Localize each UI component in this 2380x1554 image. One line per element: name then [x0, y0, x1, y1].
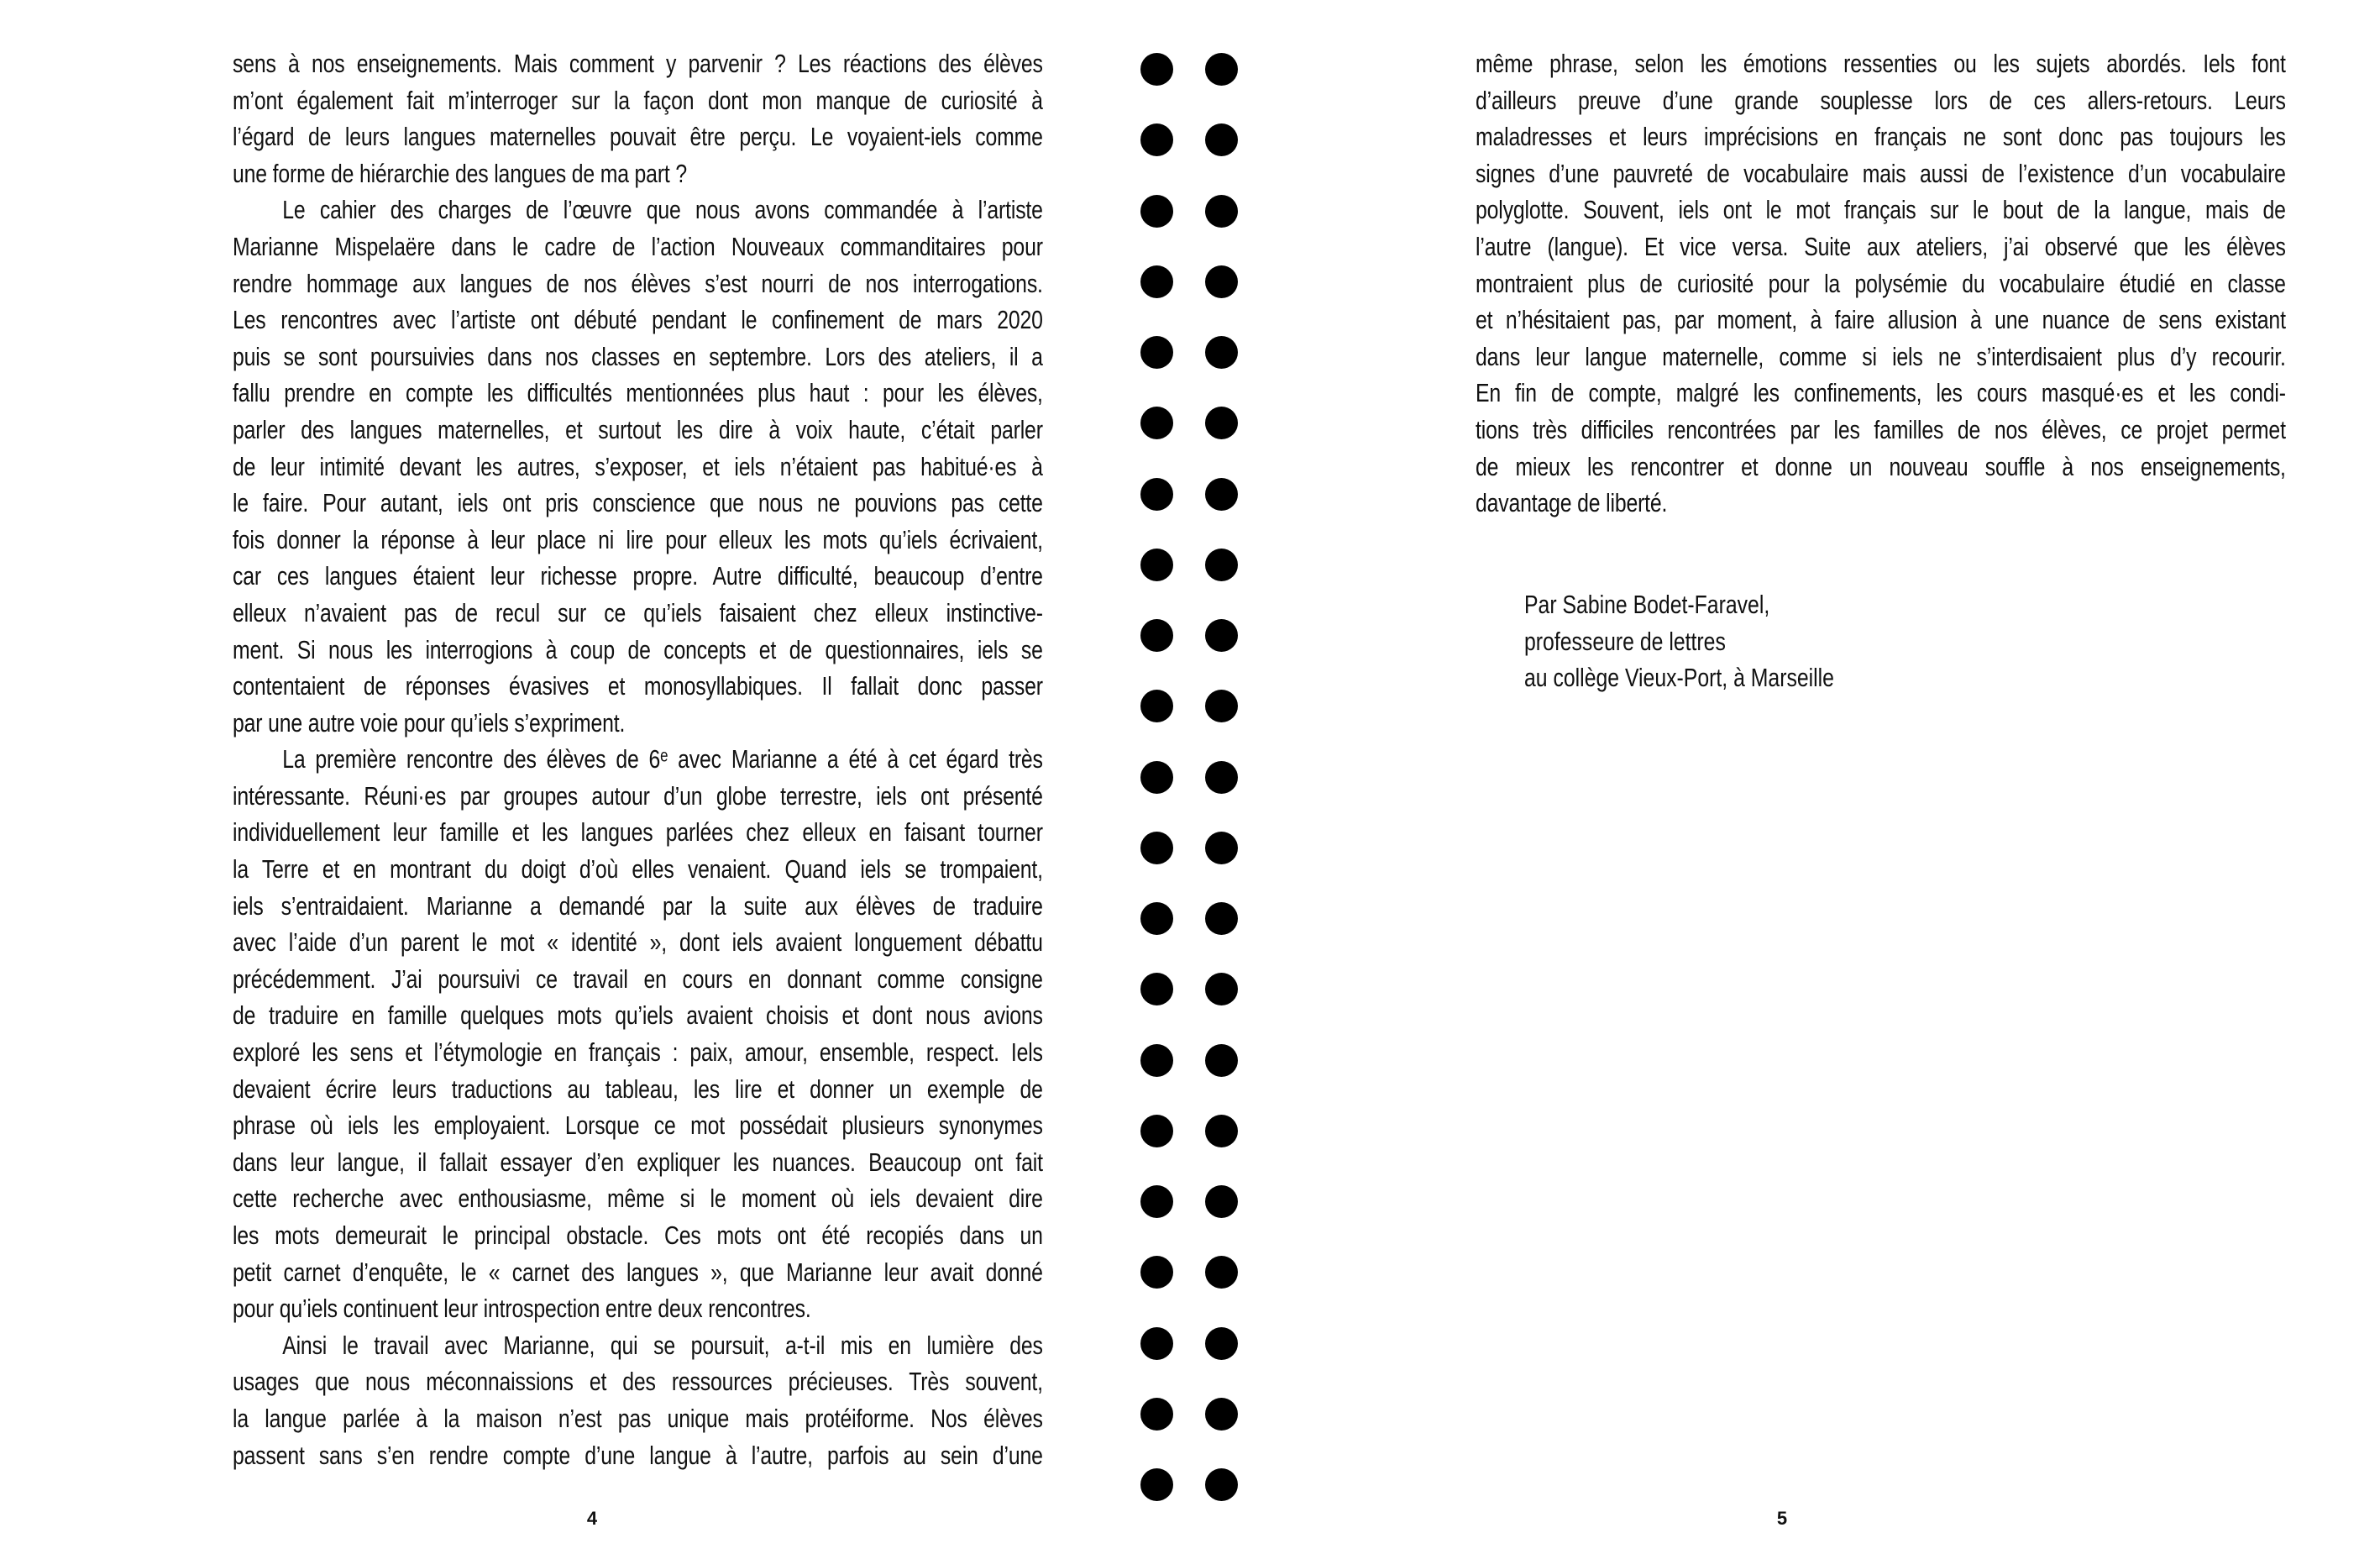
dot-icon [1140, 619, 1173, 652]
dot-row [1140, 761, 1241, 832]
text-line-content: Marianne Mispelaëre dans le cadre de l’action Nouveaux commanditaires pour [233, 231, 1043, 261]
text-line [233, 1217, 1043, 1254]
text-line-content: iels s’entraidaient. Marianne a demandé par la suite aux élèves de traduire [233, 890, 1043, 921]
dot-icon [1140, 53, 1173, 86]
text-line [233, 118, 1043, 155]
dot-row [1140, 265, 1241, 336]
text-line [233, 632, 1043, 669]
text-line-content: puis se sont poursuivies dans nos classes en septembre. Lors des ateliers, il a [233, 341, 1043, 371]
left-page-body [233, 45, 1043, 1473]
text-line-content: montraient plus de curiosité pour la polysémie du vocabulaire étudié en classe [1476, 268, 2286, 298]
text-line [233, 814, 1043, 851]
dot-icon [1205, 1185, 1238, 1218]
dot-row [1140, 1185, 1241, 1256]
text-line-content: précédemment. J’ai poursuivi ce travail en cours en donnant comme consigne [233, 963, 1043, 994]
dot-icon [1205, 902, 1238, 935]
text-line [233, 192, 1043, 228]
text-line-content: l’égard de leurs langues maternelles pouvait être perçu. Le voyaient-iels comme [233, 122, 1043, 152]
dot-icon [1205, 336, 1238, 369]
dot-icon [1140, 407, 1173, 439]
text-line [233, 668, 1043, 705]
dot-row [1140, 902, 1241, 973]
text-line-content: En fin de compte, malgré les confinements, les cours masqué·es et les condi- [1476, 378, 2286, 408]
dot-row [1140, 336, 1241, 407]
dot-row [1140, 973, 1241, 1043]
text-line [233, 1180, 1043, 1217]
dot-icon [1205, 1327, 1238, 1360]
dot-icon [1205, 549, 1238, 581]
text-line [233, 522, 1043, 559]
text-line [233, 851, 1043, 888]
text-line [233, 1254, 1043, 1291]
text-line [233, 412, 1043, 449]
text-line [233, 705, 1043, 742]
text-line-content: Le cahier des charges de l’œuvre que nous avons commandée à l’artiste [282, 195, 1043, 225]
dot-row [1140, 619, 1241, 690]
text-line-content: les mots demeurait le principal obstacle. Ces mots ont été recopiés dans un [233, 1221, 1043, 1250]
text-line-content: elleux n’avaient pas de recul sur ce qu’iels faisaient chez elleux instinctive- [233, 597, 1043, 627]
dot-row [1140, 123, 1241, 194]
text-line-content: avec l’aide d’un parent le mot « identité », dont iels avaient longuement débattu [233, 927, 1043, 958]
dot-icon [1140, 761, 1173, 794]
text-line-content: fallu prendre en compte les difficultés mentionnées plus haut : pour les élèves, [233, 378, 1043, 408]
text-line-content: de mieux les rencontrer et donne un nouveau souffle à nos enseignements, [1476, 451, 2286, 481]
dot-icon [1140, 1256, 1173, 1289]
dot-icon [1140, 690, 1173, 722]
text-line [233, 1144, 1043, 1181]
text-line-content: une forme de hiérarchie des langues de ma part ? [233, 158, 688, 188]
signature-block [1524, 586, 1911, 696]
text-line [233, 888, 1043, 925]
dot-row [1140, 1468, 1241, 1539]
text-line [1476, 412, 2286, 449]
page-number-left: 4 [586, 1508, 598, 1529]
text-line-content: parler des langues maternelles, et surtout les dire à voix haute, c’était parler [233, 414, 1043, 444]
dot-icon [1205, 265, 1238, 298]
text-line [233, 485, 1043, 522]
text-line-content: contentaient de réponses évasives et monosyllabiques. Il fallait donc passer [233, 671, 1043, 701]
text-line-content: usages que nous méconnaissions et des ressources précieuses. Très souvent, [233, 1367, 1043, 1397]
text-line [233, 1290, 1043, 1327]
dot-row [1140, 478, 1241, 549]
dot-row [1140, 1327, 1241, 1398]
text-line-content: pour qu’iels continuent leur introspection entre deux rencontres. [233, 1294, 811, 1324]
text-line-content: davantage de liberté. [1476, 488, 1668, 518]
text-line [233, 778, 1043, 815]
dot-icon [1140, 195, 1173, 228]
dot-row [1140, 1398, 1241, 1468]
text-line [233, 302, 1043, 339]
text-line-content: sens à nos enseignements. Mais comment y parvenir ? Les réactions des élèves [233, 49, 1043, 78]
text-line-content: individuellement leur famille et les langues parlées chez elleux en faisant tourner [233, 817, 1043, 848]
dot-icon [1205, 619, 1238, 652]
dot-icon [1140, 336, 1173, 369]
text-line-content: ment. Si nous les interrogions à coup de concepts et de questionnaires, iels se [233, 634, 1043, 664]
text-line-content: la langue parlée à la maison n’est pas unique mais protéiforme. Nos élèves [233, 1403, 1043, 1433]
dot-icon [1205, 973, 1238, 1005]
dot-icon [1140, 1115, 1173, 1147]
dot-icon [1205, 123, 1238, 156]
text-line [233, 961, 1043, 998]
text-line-content: car ces langues étaient leur richesse propre. Autre difficulté, beaucoup d’entre [233, 561, 1043, 591]
dot-icon [1205, 1044, 1238, 1077]
text-line-content: de leur intimité devant les autres, s’exposer, et iels n’étaient pas habitué·es à [233, 451, 1043, 481]
text-line [233, 1400, 1043, 1437]
dot-row [1140, 832, 1241, 902]
signature-author: Par Sabine Bodet-Faravel, [1524, 590, 1770, 619]
text-line [233, 82, 1043, 119]
text-line-content: par une autre voie pour qu’iels s’expriment. [233, 707, 626, 738]
text-line-content: exploré les sens et l’étymologie en français : paix, amour, ensemble, respect. Iels [233, 1037, 1043, 1068]
text-line [1476, 375, 2286, 412]
text-line-content: tions très difficiles rencontrées par les familles de nos élèves, ce projet permet [1476, 414, 2286, 444]
text-line-content: signes d’une pauvreté de vocabulaire mais aussi de l’existence d’un vocabulaire [1476, 158, 2286, 188]
text-line-content: passent sans s’en rendre compte d’une langue à l’autre, parfois au sein d’une [233, 1440, 1043, 1470]
text-line [233, 741, 1043, 778]
text-line-content: La première rencontre des élèves de 6ᵉ avec Marianne a été à cet égard très [282, 744, 1043, 774]
dot-row [1140, 53, 1241, 123]
text-line [1476, 339, 2286, 375]
text-line [1476, 192, 2286, 228]
text-line-content: même phrase, selon les émotions ressenties ou les sujets abordés. Iels font [1476, 49, 2286, 78]
text-line-content: et n’hésitaient pas, par moment, à faire allusion à une nuance de sens existant [1476, 305, 2286, 335]
text-line [233, 1327, 1043, 1364]
text-line-content: le faire. Pour autant, iels ont pris conscience que nous ne pouvions pas cette [233, 488, 1043, 518]
signature-role: professeure de lettres [1524, 626, 1726, 656]
dot-icon [1205, 1115, 1238, 1147]
text-line [233, 155, 1043, 192]
gutter-dot-column [1140, 53, 1241, 1539]
dot-icon [1205, 761, 1238, 794]
dot-icon [1140, 478, 1173, 511]
text-line [233, 558, 1043, 595]
text-line-content: cette recherche avec enthousiasme, même si le moment où iels devaient dire [233, 1184, 1043, 1214]
dot-icon [1140, 1185, 1173, 1218]
text-line-content: rendre hommage aux langues de nos élèves s’est nourri de nos interrogations. [233, 268, 1043, 298]
text-line-content: fois donner la réponse à leur place ni lire pour elleux les mots qu’iels écrivaient, [233, 524, 1043, 554]
text-line [233, 924, 1043, 961]
dot-row [1140, 690, 1241, 760]
text-line-content: dans leur langue maternelle, comme si iels ne s’interdisaient plus d’y recourir. [1476, 341, 2286, 371]
text-line-content: polyglotte. Souvent, iels ont le mot français sur le bout de la langue, mais de [1476, 195, 2286, 225]
text-line [233, 449, 1043, 486]
dot-row [1140, 1256, 1241, 1326]
text-line-content: l’autre (langue). Et vice versa. Suite aux ateliers, j’ai observé que les élèves [1476, 231, 2286, 261]
right-page-body [1476, 45, 2286, 522]
text-line [1476, 45, 2286, 82]
text-line [233, 339, 1043, 375]
text-line-content: Ainsi le travail avec Marianne, qui se poursuit, a-t-il mis en lumière des [282, 1330, 1043, 1360]
dot-icon [1140, 1044, 1173, 1077]
text-line [233, 1363, 1043, 1400]
dot-icon [1205, 1468, 1238, 1501]
text-line-content: de traduire en famille quelques mots qu’iels avaient choisis et dont nous avions [233, 1000, 1043, 1031]
text-line [233, 1107, 1043, 1144]
dot-icon [1205, 478, 1238, 511]
dot-icon [1205, 1398, 1238, 1431]
text-line-content: Les rencontres avec l’artiste ont débuté pendant le confinement de mars 2020 [233, 305, 1043, 335]
text-line [1476, 449, 2286, 486]
text-line-content: la Terre et en montrant du doigt d’où elles venaient. Quand iels se trompaient, [233, 854, 1043, 885]
text-line-content: phrase où iels les employaient. Lorsque ce mot possédait plusieurs synonymes [233, 1110, 1043, 1141]
signature-affiliation: au collège Vieux-Port, à Marseille [1524, 663, 1834, 693]
text-line-content: dans leur langue, il fallait essayer d’en expliquer les nuances. Beaucoup ont fait [233, 1147, 1043, 1177]
text-line [233, 1437, 1043, 1474]
text-line [233, 45, 1043, 82]
text-line-content: m’ont également fait m’interroger sur la façon dont mon manque de curiosité à [233, 85, 1043, 115]
dot-icon [1205, 53, 1238, 86]
dot-icon [1140, 973, 1173, 1005]
dot-icon [1205, 690, 1238, 722]
text-line-content: devaient écrire leurs traductions au tableau, les lire et donner un exemple de [233, 1074, 1043, 1104]
dot-row [1140, 1044, 1241, 1115]
text-line [233, 1034, 1043, 1071]
text-line-content: petit carnet d’enquête, le « carnet des langues », que Marianne leur avait donné [233, 1257, 1043, 1287]
dot-icon [1140, 832, 1173, 864]
text-line [1476, 228, 2286, 265]
dot-icon [1140, 549, 1173, 581]
dot-icon [1140, 1398, 1173, 1431]
text-line [1476, 155, 2286, 192]
dot-icon [1205, 1256, 1238, 1289]
text-line-content: maladresses et leurs imprécisions en français ne sont donc pas toujours les [1476, 122, 2286, 152]
dot-icon [1205, 407, 1238, 439]
dot-row [1140, 1115, 1241, 1185]
dot-icon [1140, 123, 1173, 156]
text-line [233, 265, 1043, 302]
text-line [1476, 265, 2286, 302]
text-line [233, 595, 1043, 632]
dot-row [1140, 195, 1241, 265]
text-line-content: d’ailleurs preuve d’une grande souplesse lors de ces allers-retours. Leurs [1476, 85, 2286, 115]
dot-icon [1140, 265, 1173, 298]
dot-icon [1205, 195, 1238, 228]
text-line-content: intéressante. Réuni·es par groupes autour d’un globe terrestre, iels ont présenté [233, 780, 1043, 811]
text-line [233, 997, 1043, 1034]
dot-icon [1205, 832, 1238, 864]
text-line [233, 375, 1043, 412]
right-page [1260, 0, 2380, 1554]
page-number-right: 5 [1776, 1508, 1788, 1529]
text-line [1476, 485, 2286, 522]
text-line [233, 228, 1043, 265]
dot-row [1140, 407, 1241, 477]
text-line [1476, 118, 2286, 155]
dot-icon [1140, 902, 1173, 935]
left-page [0, 0, 1117, 1554]
text-line [1476, 82, 2286, 119]
text-line [1476, 302, 2286, 339]
text-line [233, 1071, 1043, 1108]
dot-row [1140, 549, 1241, 619]
dot-icon [1140, 1468, 1173, 1501]
dot-icon [1140, 1327, 1173, 1360]
